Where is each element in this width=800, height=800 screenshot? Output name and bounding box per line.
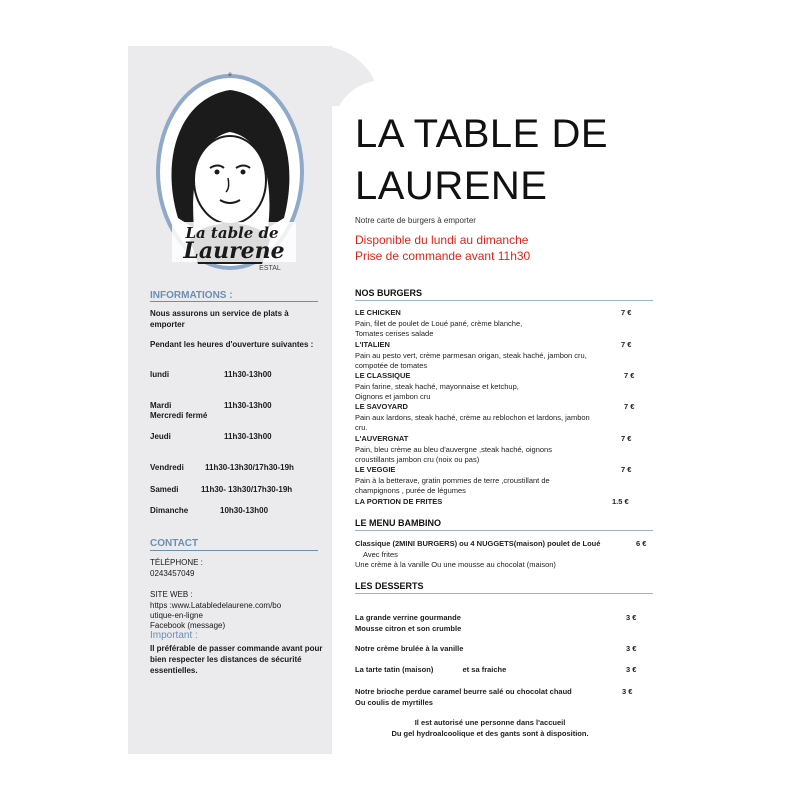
info-rule bbox=[150, 301, 318, 302]
website-link-line2[interactable]: utique-en-ligne bbox=[150, 611, 203, 620]
item-price: 3 € bbox=[626, 644, 637, 653]
important-text: Il préférable de passer commande avant pour bien respecter les distances de sécurité essentielles. bbox=[150, 644, 323, 675]
menu-subtitle: Notre carte de burgers à emporter bbox=[355, 216, 476, 225]
menu-item: LE CHICKEN Pain, filet de poulet de Loué pané, crème blanche, Tomates cerises salade bbox=[355, 308, 523, 338]
logo-subtext: ESTAL bbox=[259, 265, 281, 272]
page-title: LA TABLE DE LAURENE bbox=[355, 112, 609, 208]
desserts-rule bbox=[355, 593, 653, 594]
item-price: 3 € bbox=[622, 687, 633, 696]
bambino-rule bbox=[355, 530, 653, 531]
dessert-item: Notre brioche perdue caramel beurre salé ou chocolat chaud Ou coulis de myrtilles bbox=[355, 687, 572, 707]
service-text: Nous assurons un service de plats à emporter bbox=[150, 309, 289, 329]
dessert-item: Notre crème brulée à la vanille bbox=[355, 644, 464, 653]
item-price: 3 € bbox=[626, 665, 637, 674]
bambino-heading: LE MENU BAMBINO bbox=[355, 518, 441, 528]
item-price: 7 € bbox=[621, 340, 632, 349]
burgers-rule bbox=[355, 300, 653, 301]
menu-item: L'AUVERGNAT Pain, bleu crème au bleu d'auvergne ,steak haché, oignons croustillants jambon cru (noix ou pas) bbox=[355, 434, 552, 464]
item-price: 7 € bbox=[624, 402, 635, 411]
web-label: SITE WEB : bbox=[150, 590, 193, 599]
restaurant-logo bbox=[150, 68, 316, 274]
menu-item-fries: LA PORTION DE FRITES bbox=[355, 497, 443, 506]
menu-item: LE CLASSIQUE Pain farine, steak haché, mayonnaise et ketchup, Oignons et jambon cru bbox=[355, 371, 519, 401]
phone-label: TÉLÉPHONE : bbox=[150, 558, 203, 567]
menu-item: LE VEGGIE Pain à la betterave, gratin pommes de terre ,croustillant de champignons , purée de légumes bbox=[355, 465, 550, 495]
dessert-item: La grande verrine gourmande Mousse citron et son crumble bbox=[355, 613, 462, 633]
important-heading: Important : bbox=[150, 630, 198, 641]
item-price: 7 € bbox=[621, 434, 632, 443]
item-price: 6 € bbox=[636, 539, 647, 548]
dessert-item: La tarte tatin (maison) et sa fraiche bbox=[355, 665, 507, 674]
burgers-heading: NOS BURGERS bbox=[355, 288, 423, 298]
contact-heading: CONTACT bbox=[150, 538, 199, 549]
website-link-line1[interactable]: https :www.Latabledelaurene.com/bo bbox=[150, 601, 282, 610]
info-heading: INFORMATIONS : bbox=[150, 290, 233, 301]
item-price: 1.5 € bbox=[612, 497, 629, 506]
item-price: 7 € bbox=[624, 371, 635, 380]
availability-text: Disponible du lundi au dimanche bbox=[355, 233, 529, 247]
item-price: 7 € bbox=[621, 308, 632, 317]
bambino-item: Classique (2MINI BURGERS) ou 4 NUGGETS(maison) poulet de Loué Avec frites Une crème à la vanille Ou une mousse au chocolat (maison) bbox=[355, 539, 601, 569]
desserts-heading: LES DESSERTS bbox=[355, 581, 424, 591]
phone-number[interactable]: 0243457049 bbox=[150, 569, 195, 578]
menu-item: L'ITALIEN Pain au pesto vert, crème parmesan origan, steak haché, jambon cru, compotée de tomates bbox=[355, 340, 587, 370]
order-time-text: Prise de commande avant 11h30 bbox=[355, 249, 531, 263]
logo-script-line2: Laurene bbox=[183, 238, 285, 264]
logo-script-line1: La table de bbox=[185, 224, 279, 242]
facebook-link[interactable]: Facebook (message) bbox=[150, 621, 226, 630]
item-price: 7 € bbox=[621, 465, 632, 474]
item-price: 3 € bbox=[626, 613, 637, 622]
hours-intro: Pendant les heures d'ouverture suivantes : bbox=[150, 340, 314, 349]
menu-item: LE SAVOYARD Pain aux lardons, steak haché, crème au reblochon et lardons, jambon cru. bbox=[355, 402, 590, 432]
hygiene-notice: Il est autorisé une personne dans l'accueil Du gel hydroalcoolique et des gants sont à disposition. bbox=[391, 718, 589, 738]
contact-rule bbox=[150, 550, 318, 551]
logo-mark: e bbox=[228, 72, 232, 78]
